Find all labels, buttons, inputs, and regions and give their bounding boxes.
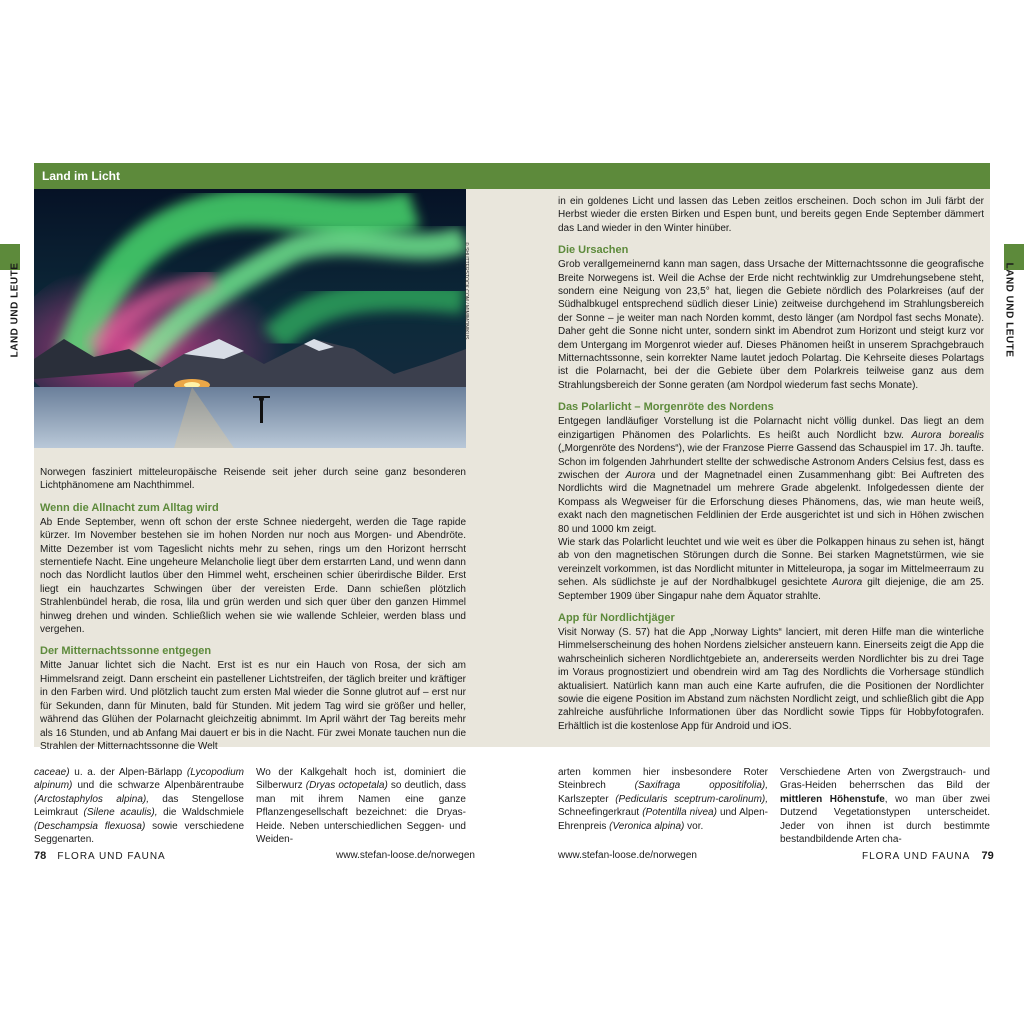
page-number-left: 78: [34, 850, 47, 862]
heading-polarlicht: Das Polarlicht – Morgenröte des Nordens: [558, 401, 774, 414]
bottom-col-3: arten kommen hier insbesondere Roter Steinbrech (Saxifraga oppositifolia), Karlszepter (Pedicularis sceptrum-carolinum), Schneefingerkraut (Potentilla nivea) und Alpen-Ehrenpreis (Veronica alpina) vor.: [558, 767, 769, 832]
paragraph-ursachen: Grob verallgemeinernd kann man sagen, dass Ursache der Mitternachtssonne die geografische Breite Norwegens ist. Weil die Achse der Erde nicht rechtwinklig zur Umdrehungsebene steht, sondern eine Neigung von 23,5° hat, liegen die Gebiete nördlich des Polarkreises (auf der Südhalbkugel entsprechend südlich dieser Linie) zeitweise durchgehend im Strahlungsbereich der Sonne – je weiter man nach Norden kommt, desto länger (am Nordpol fast sechs Monate). Daher geht die Sonne nicht unter, sondern sinkt im Abendrot zum Horizont und steigt kurz vor dem Untergang im Morgenrot wieder auf. Dieses Phänomen heißt in unserem Sprachgebrauch Mitternachtssonne, sein korrekter Name lautet jedoch Polartag. Die Kehrseite dieses Polartags ist die Polarnacht, bei der die Gebiete über dem Polarkreis teilweise ganz aus dem Strahlungsbereich der Sonne geraten (am Nordpol wiederum fast sechs Monate).: [558, 259, 984, 391]
section-name-left: FLORA UND FAUNA: [57, 851, 166, 862]
paragraph-app: Visit Norway (S. 57) hat die App „Norway Lights“ lanciert, mit deren Hilfe man die winterliche Himmelserscheinung des hohen Nordens zielsicher ansteuern kann. Einerseits zeigt die App die wahrscheinlich sicheren Nordlichtgebiete an, andererseits werden Nordlichter bis zu drei Tage im Voraus prognostiziert und obendrein wird am Tag des Nordlichts die Vorhersage stündlich aktualisiert. Natürlich kann man auch eine Karte aufrufen, die die Positionen der Nordlichter sowie die eigene Position im Abstand zum nächsten Nordlicht zeigt, und schließlich gibt die App zahlreiche ausführliche Informationen über das Nordlicht sowie Tipps für Hobbyfotografen. Erhältlich ist die kostenlose App für Android und iOS.: [558, 626, 984, 732]
footer-url-right[interactable]: www.stefan-loose.de/norwegen: [558, 850, 697, 861]
paragraph-polarlicht: Entgegen landläufiger Vorstellung ist die Polarnacht nicht völlig dunkel. Das liegt an dem einzigartigen Phänomen des Polarlichts. Es heißt auch Nordlicht bzw. Aurora borealis („Morgenröte des Nordens“), wie der Franzose Pierre Gassend das Schauspiel im 17. Jh. taufte. Schon im folgenden Jahrhundert stellte der schwedische Astronom Anders Celsius fest, dass es zwischen der Aurora und der Magnetnadel einen Zusammenhang gibt: Bei Auftreten des Nordlichts wird die Magnetnadel um mehrere Grade abgelenkt. Infolgedessen diente der Kompass als Wegweiser für die Erforschung dieses Phänomens, das, wie man heute weiß, exakt nach den magnetischen Feldlinien der Erde ausgerichtet ist und sich in Höhen zwischen 80 und 1000 km zeigt.: [558, 416, 985, 535]
section-name-right: FLORA UND FAUNA: [862, 851, 971, 862]
photo-credit: © SHUTTERSTOCK.COM / MIMIMONIKUS: [463, 242, 469, 340]
paragraph-mitternachtssonne: Mitte Januar lichtet sich die Nacht. Erst ist es nur ein Hauch von Rosa, der sich am Himmelsrand zeigt. Dann erscheint ein pastellener Lichtstreifen, der täglich breiter und kräftiger in den Farben wird. Und plötzlich taucht zum ersten Mal wieder die Sonne glutrot auf – erst nur für Sekunden, dann für Minuten, bald für Stunden. Mit jedem Tag wird sie größer und heller, während das Glühen der Polarnacht gleichzeitig abnimmt. Im April währt der Tag bereits mehr als 16 Stunden, und ab Anfang Mai dauert er bis in die Nacht. Für zwei Monate tauchen nun die Strahlen der Mitternachtssonne die Welt: [40, 660, 466, 752]
bottom-col-4: Verschiedene Arten von Zwergstrauch- und Gras-Heiden beherrschen das Bild der mittleren Höhenstufe, wo man über zwei Dutzend Vegetationstypen unterscheidet. Jeder von ihnen ist durch bestimmte bestandbildende Arten cha-: [780, 767, 990, 846]
heading-app: App für Nordlichtjäger: [558, 611, 675, 624]
section-banner: [34, 163, 990, 189]
right-column: [558, 195, 984, 733]
left-column: [40, 466, 466, 753]
paragraph-allnacht: Ab Ende September, wenn oft schon der erste Schnee niedergeht, werden die Tage rapide kürzer. Im November bestehen sie im hohen Norden nur noch aus Morgen- und Abendröte. Mitte Dezember ist vom Tageslicht nichts mehr zu sehen, rings um den Horizont herrscht sternentiefe Nacht. Eine ungeheure Melancholie liegt über dem erstarrten Land, und wenn dann noch das Nordlicht lautlos über den Himmel weht, erscheinen schier überirdische Bilder. Erst liegt ein hauchzartes Schwingen über der vereisten Erde. Dann schießen plötzlich Strahlenbündel herab, die rosa, lila und grün werden und sich quer über den ganzen Himmel hinweg drehen und winden. Schließlich wehen sie wie wallende Schleier, werden blass und vergehen.: [40, 516, 466, 636]
page-number-right: 79: [981, 850, 994, 862]
footer-url-left[interactable]: www.stefan-loose.de/norwegen: [336, 850, 475, 861]
intro-paragraph: Norwegen fasziniert mitteleuropäische Reisende seit jeher durch seine ganz besonderen Lichtphänomene am Nachthimmel.: [40, 467, 466, 492]
bottom-col-1: caceae) u. a. der Alpen-Bärlapp (Lycopodium alpinum) und die schwarze Alpenbärentraube (Arctostaphylos alpina), das Stengellose Leimkraut (Silene acaulis), die Waldschmiele (Deschampsia flexuosa) sowie verschiedene Seggenarten.: [34, 767, 245, 846]
heading-mitternachtssonne: Der Mitternachtssonne entgegen: [40, 645, 212, 658]
left-side-label: LAND UND LEUTE: [9, 262, 21, 358]
right-side-label: LAND UND LEUTE: [1003, 262, 1015, 358]
paragraph-polarlicht-2: Wie stark das Polarlicht leuchtet und wie weit es über die Polkappen hinaus zu sehen ist, hängt ab von den magnetischen Störungen durch die Sonne. Bei starken Magnetstürmen, wie sie vereinzelt vorkommen, ist das Nordlicht mitunter in Mitteleuropa, ja sogar im Mittelmeerraum zu sehen. Als südlichste je auf der Nordhalbkugel gesichtete Aurora gilt diejenige, die am 25. September 1909 über Singapur nahe dem Äquator strahlte.: [558, 536, 984, 602]
banner-title: Land im Licht: [42, 169, 120, 183]
bottom-col-2: Wo der Kalkgehalt hoch ist, dominiert die Silberwurz (Dryas octopetala) so deutlich, dass man mit ihrem Namen eine ganze Pflanzengesellschaft bezeichnet: die Dryas-Heide. Neben unterschiedlichen Seggen- und Weiden-: [256, 767, 466, 846]
footer-left: [34, 850, 166, 862]
heading-ursachen: Die Ursachen: [558, 244, 629, 257]
heading-allnacht: Wenn die Allnacht zum Alltag wird: [40, 501, 219, 514]
paragraph-continuation: in ein goldenes Licht und lassen das Leben zeitlos erscheinen. Doch schon im Juli färbt der Herbst wieder die ersten Birken und Espen bunt, und bereits gegen Ende September dämmert das Land wieder in den Winter hinüber.: [558, 196, 984, 234]
footer-right: [862, 850, 994, 862]
aurora-photo: [34, 189, 466, 448]
